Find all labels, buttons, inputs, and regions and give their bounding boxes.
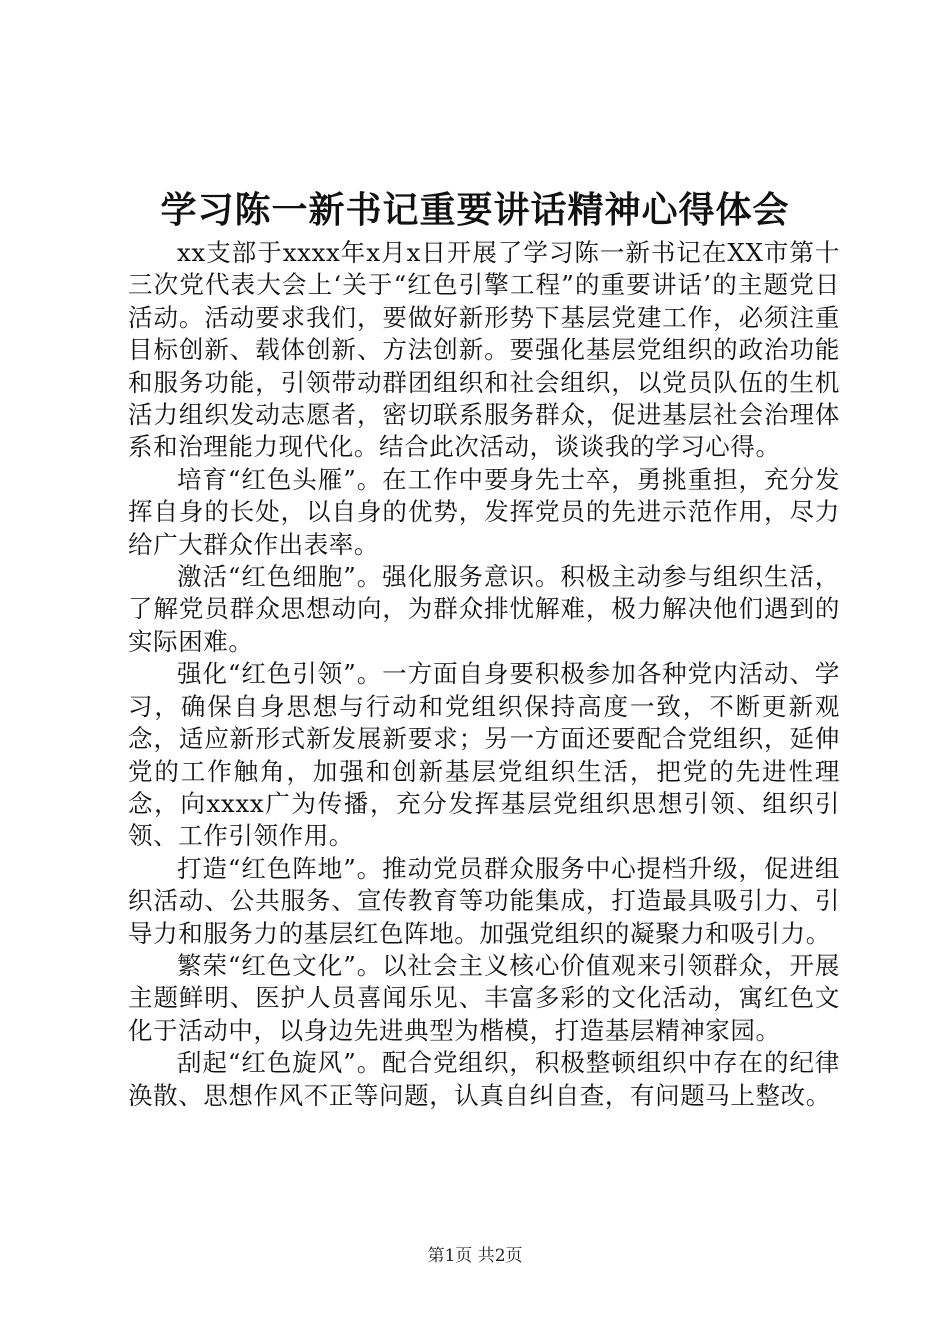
- page-number-footer: 第1页 共2页: [427, 1246, 523, 1266]
- paragraph-red-position: 打造“红色阵地”。推动党员群众服务中心提档升级，促进组织活动、公共服务、宣传教育等功能集成，打造最具吸引力、引导力和服务力的基层红色阵地。加强党组织的凝聚力和吸引力。: [128, 853, 840, 948]
- paragraph-red-leadership: 强化“红色引领”。一方面自身要积极参加各种党内活动、学习，确保自身思想与行动和党组织保持高度一致，不断更新观念，适应新形式新发展新要求；另一方面还要配合党组织，延伸党的工作触角，加强和创新基层党组织生活，把党的先进性理念，向xxxx广为传播，充分发挥基层党组织思想引领、组织引领、工作引领作用。: [128, 659, 840, 851]
- document-title: 学习陈一新书记重要讲话精神心得体会: [160, 189, 790, 231]
- document-body: [128, 237, 840, 1112]
- paragraph-red-culture: 繁荣“红色文化”。以社会主义核心价值观来引领群众，开展主题鲜明、医护人员喜闻乐见、丰富多彩的文化活动，寓红色文化于活动中，以身边先进典型为楷模，打造基层精神家园。: [128, 950, 840, 1045]
- paragraph-intro: xx支部于xxxx年x月x日开展了学习陈一新书记在XX市第十三次党代表大会上‘关于“红色引擎工程”的重要讲话’的主题党日活动。活动要求我们，要做好新形势下基层党建工作，必须注重目标创新、载体创新、方法创新。要强化基层党组织的政治功能和服务功能，引领带动群团组织和社会组织，以党员队伍的生机活力组织发动志愿者，密切联系服务群众，促进基层社会治理体系和治理能力现代化。结合此次活动，谈谈我的学习心得。: [128, 238, 840, 462]
- paragraph-red-whirlwind: 刮起“红色旋风”。配合党组织，积极整顿组织中存在的纪律涣散、思想作风不正等问题，认真自纠自查，有问题马上整改。: [128, 1048, 840, 1110]
- paragraph-red-lead-goose: 培育“红色头雁”。在工作中要身先士卒，勇挑重担，充分发挥自身的长处，以自身的优势，发挥党员的先进示范作用，尽力给广大群众作出表率。: [128, 464, 840, 559]
- paragraph-red-cell: 激活“红色细胞”。强化服务意识。积极主动参与组织生活，了解党员群众思想动向，为群众排忧解难，极力解决他们遇到的实际困难。: [128, 562, 840, 656]
